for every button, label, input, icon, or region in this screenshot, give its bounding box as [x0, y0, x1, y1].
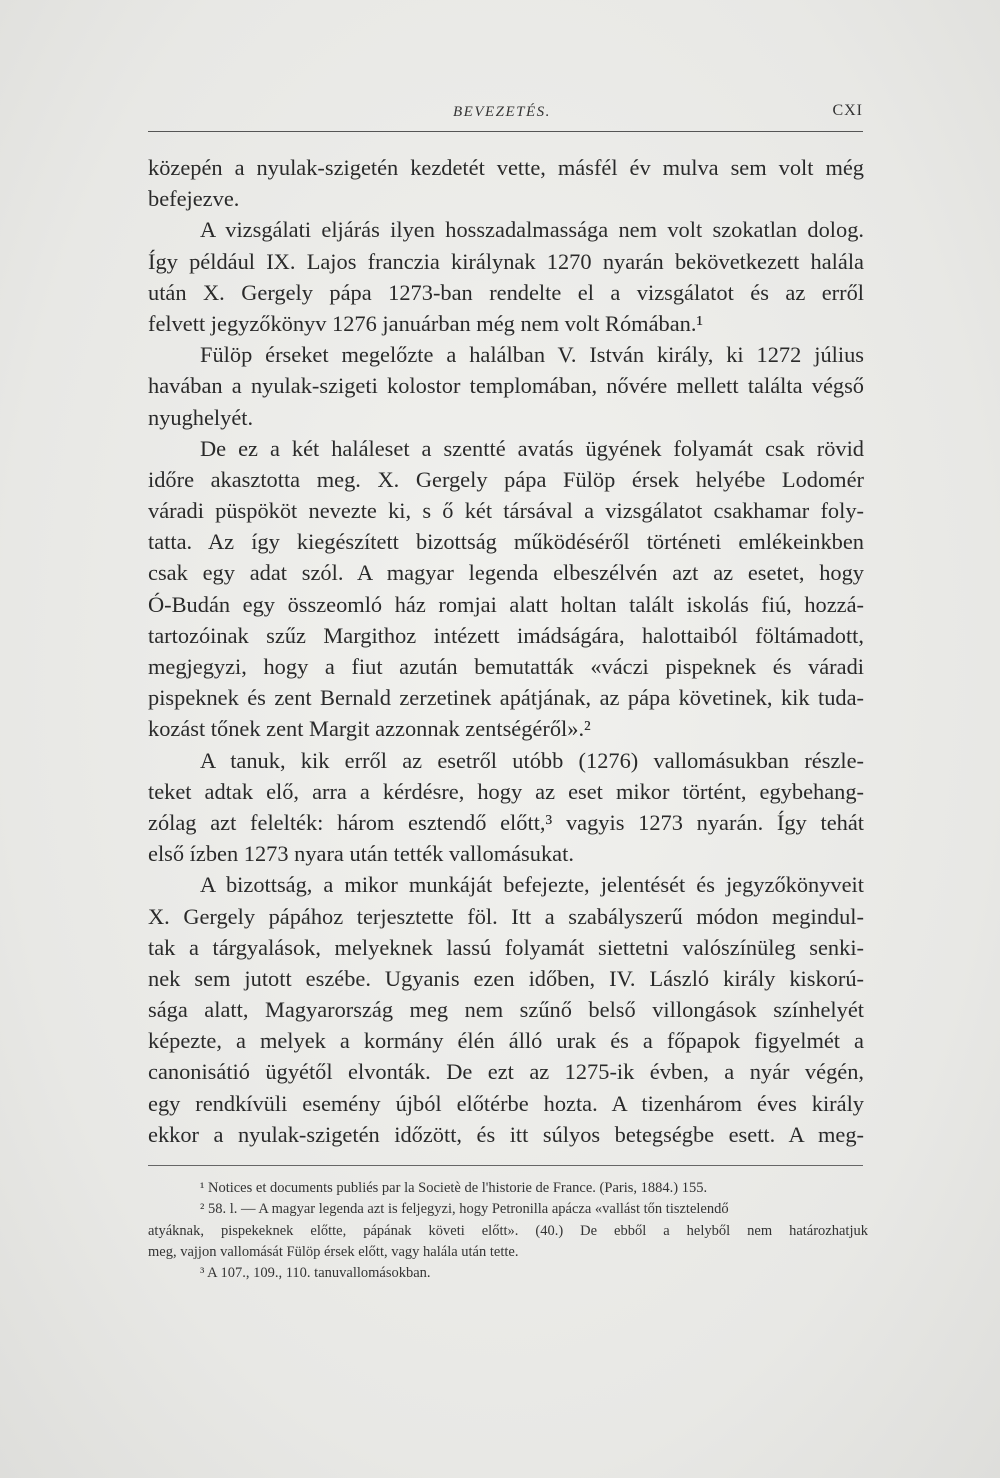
text-line: időre akasztotta meg. X. Gergely pápa Fülöp érsek helyébe Lodomér — [148, 466, 864, 492]
main-text — [148, 152, 864, 1150]
header-rule — [148, 131, 863, 132]
text-line: megjegyzi, hogy a fiut azután bemutatták «váczi pispeknek és váradi — [148, 654, 864, 679]
text-line: tartozóinak szűz Margithoz intézett imádságára, halottaiból föltámadott, — [148, 622, 864, 648]
running-title: BEVEZETÉS. — [453, 104, 551, 120]
text-line: első ízben 1273 nyara után tették vallomásukat. — [148, 841, 574, 867]
text-line: A tanuk, kik erről az esetről utóbb (1276) vallomásukban részle- — [200, 747, 864, 773]
text-line: Fülöp érseket megelőzte a halálban V. István király, ki 1272 július — [200, 342, 864, 368]
text-line: közepén a nyulak-szigetén kezdetét vette, másfél év mulva sem volt még — [148, 155, 864, 180]
footnotes — [148, 1178, 868, 1284]
text-line: teket adtak elő, arra a kérdésre, hogy az eset mikor történt, egybehang- — [148, 778, 864, 804]
text-line: kozást tőnek zent Margit azzonnak zentségéről».² — [148, 716, 591, 742]
text-line: felvett jegyzőkönyv 1276 januárban még nem volt Rómában.¹ — [148, 310, 704, 336]
text-line: sága alatt, Magyarország meg nem szűnő belső villongások színhelyét — [148, 997, 864, 1023]
text-line: után X. Gergely pápa 1273-ban rendelte el a vizsgálatot és az erről — [148, 279, 864, 305]
text-line: tak a tárgyalások, melyeknek lassú folyamát siettetni valószínüleg senki- — [148, 934, 864, 960]
text-line: ekkor a nyulak-szigetén időzött, és itt súlyos betegségbe esett. A meg- — [148, 1121, 864, 1147]
text-line: képezte, a melyek a kormány élén álló urak és a főpapok figyelmét a — [148, 1028, 864, 1054]
text-line: egy rendkívüli esemény újból előtérbe hozta. A tizenhárom éves király — [148, 1090, 864, 1116]
footnote-line: ¹ Notices et documents publiés par la Societè de l'historie de France. (Paris, 1884.) 155. — [200, 1180, 708, 1196]
footnote-line: atyáknak, pispekeknek előtte, pápának követi előtt». (40.) De ebből a helyből nem határozhatjuk — [148, 1222, 868, 1239]
text-line: pispeknek és zent Bernald zerzetinek apátjának, az pápa követinek, kik tuda- — [148, 685, 864, 711]
page-header — [148, 100, 863, 130]
text-line: A bizottság, a mikor munkáját befejezte, jelentését és jegyzőkönyveit — [200, 872, 864, 898]
footnote-line: meg, vajjon vallomását Fülöp érsek előtt, vagy halála után tette. — [148, 1243, 519, 1260]
text-line: tatta. Az így kiegészített bizottság működéséről történeti emlékeinkben — [148, 529, 864, 555]
text-line: Így például IX. Lajos franczia királynak 1270 nyarán bekövetkezett halála — [148, 248, 864, 274]
footnote-rule — [148, 1165, 863, 1166]
text-line: A vizsgálati eljárás ilyen hosszadalmassága nem volt szokatlan dolog. — [200, 217, 864, 243]
text-line: canonisátió ügyétől elvonták. De ezt az 1275-ik évben, a nyár végén, — [148, 1059, 864, 1085]
text-line: befejezve. — [148, 186, 240, 212]
page-number: CXI — [832, 102, 863, 119]
text-line: váradi püspököt nevezte ki, s ő két társával a vizsgálatot csakhamar foly- — [148, 498, 864, 524]
footnote-line: ² 58. l. — A magyar legenda azt is feljegyzi, hogy Petronilla apácza «vallást tőn tisztelendő — [200, 1201, 729, 1218]
text-line: De ez a két haláleset a szentté avatás ügyének folyamát csak rövid — [200, 435, 864, 461]
text-line: havában a nyulak-szigeti kolostor templomában, nővére mellett találta végső — [148, 373, 864, 399]
text-line: Ó-Budán egy összeomló ház romjai alatt holtan talált iskolás fiú, hozzá- — [148, 591, 864, 617]
text-line: csak egy adat szól. A magyar legenda elbeszélvén azt az esetet, hogy — [148, 560, 864, 586]
footnote-line: ³ A 107., 109., 110. tanuvallomásokban. — [200, 1265, 431, 1282]
text-line: X. Gergely pápához terjesztette föl. Itt a szabályszerű módon megindul- — [148, 903, 864, 929]
text-line: nek sem jutott eszébe. Ugyanis ezen időben, IV. László király kiskorú- — [148, 965, 864, 991]
text-line: nyughelyét. — [148, 404, 254, 430]
text-line: zólag azt felelték: három esztendő előtt,³ vagyis 1273 nyarán. Így tehát — [148, 809, 864, 835]
